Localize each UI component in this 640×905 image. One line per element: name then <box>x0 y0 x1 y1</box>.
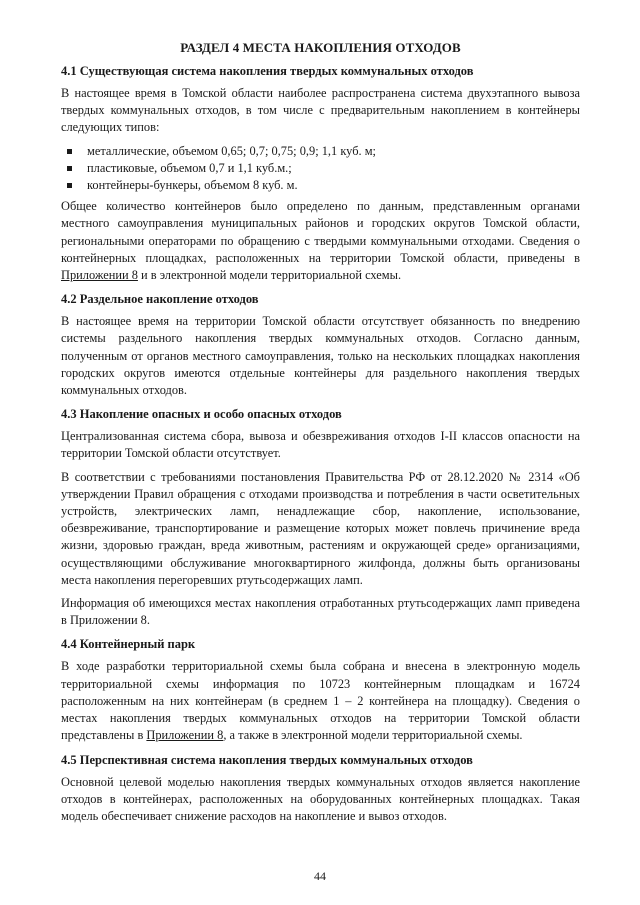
paragraph-text: Общее количество контейнеров было определено по данным, представленным органами местного самоуправления муниципальных районов и городских округов Томской области, региональными операторами по обращению с твердыми коммунальными отходами. Сведения о контейнерных площадках, расположенных на территории Томской области, приведены в <box>61 199 580 265</box>
list-item-text: металлические, объемом 0,65; 0,7; 0,75; 0,9; 1,1 куб. м; <box>87 143 376 158</box>
appendix-8-link[interactable]: Приложении 8 <box>146 728 224 743</box>
paragraph-4-3-lamps: Информация об имеющихся местах накопления отработанных ртутьсодержащих ламп приведена в Приложении 8. <box>61 596 580 628</box>
paragraph-text: В ходе разработки территориальной схемы была собрана и внесена в электронную модель территориальной схемы информация по 10723 контейнерным площадкам и 16724 расположенным на них контейнерам (в среднем 1 – 2 контейнера на площадку). Сведения о местах накопления твердых коммунальных отходов на территории Томской области представлены в <box>61 659 580 743</box>
list-item <box>61 160 580 177</box>
page-number: 44 <box>314 869 326 883</box>
list-item-text: контейнеры-бункеры, объемом 8 куб. м. <box>87 178 298 193</box>
paragraph-4-5: Основной целевой моделью накопления твердых коммунальных отходов является накопление отходов в контейнерах, расположенных на оборудованных контейнерных площадках. Такая модель обеспечивает снижение расходов на накопление и вывоз отходов. <box>61 774 580 823</box>
paragraph-4-3-regulation: В соответствии с требованиями постановления Правительства РФ от 28.12.2020 № 2314 «Об утверждении Правил обращения с отходами производства и потребления в части осветительных устройств, электрических ламп, ненадлежащие сбор, накопление, использование, обезвреживание, транспортирование и размещение которых может повлечь причинение вреда жизни, здоровью граждан, вреда животным, растениям и окружающей среде» организациями, осуществляющими обслуживание многоквартирного жилфонда, должны быть организованы места накопления перегоревших ртутьсодержащих ламп. <box>61 469 580 587</box>
list-item <box>61 177 580 194</box>
bullet-icon <box>67 183 72 188</box>
paragraph-4-2: В настоящее время на территории Томской области отсутствует обязанность по внедрению системы раздельного накопления твердых коммунальных отходов. Согласно данным, полученным от органов местного самоуправления, только на нескольких площадках накопления городских округов имеются отдельные контейнеры для раздельного накопления твердых коммунальных отходов. <box>61 314 580 398</box>
paragraph-4-1-containers <box>61 198 580 284</box>
paragraph-4-3-centralized: Централизованная система сбора, вывоза и обезвреживания отходов I-II классов опасности на территории Томской области отсутствует. <box>61 429 580 461</box>
paragraph-4-4 <box>61 658 580 744</box>
paragraph-text: и в электронной модели территориальной схемы. <box>137 268 402 283</box>
appendix-8-link[interactable]: Приложении 8 <box>61 268 138 283</box>
heading-4-3: 4.3 Накопление опасных и особо опасных отходов <box>61 407 342 422</box>
paragraph-4-1-intro: В настоящее время в Томской области наиболее распространена система двухэтапного вывоза твердых коммунальных отходов, в том числе с предварительным накоплением в контейнеры следующих типов: <box>61 86 580 135</box>
heading-4-1: 4.1 Существующая система накопления твердых коммунальных отходов <box>61 64 474 78</box>
list-item-text: пластиковые, объемом 0,7 и 1,1 куб.м.; <box>87 160 292 175</box>
section-title: РАЗДЕЛ 4 МЕСТА НАКОПЛЕНИЯ ОТХОДОВ <box>180 40 461 55</box>
container-types-list <box>61 143 580 195</box>
document-page <box>61 40 580 831</box>
bullet-icon <box>67 166 72 171</box>
heading-4-2: 4.2 Раздельное накопление отходов <box>61 292 259 307</box>
paragraph-text: , а также в электронной модели территориальной схемы. <box>223 728 523 743</box>
list-item <box>61 143 580 160</box>
bullet-icon <box>67 149 72 154</box>
heading-4-4: 4.4 Контейнерный парк <box>61 637 196 652</box>
heading-4-5: 4.5 Перспективная система накопления твердых коммунальных отходов <box>61 752 473 767</box>
